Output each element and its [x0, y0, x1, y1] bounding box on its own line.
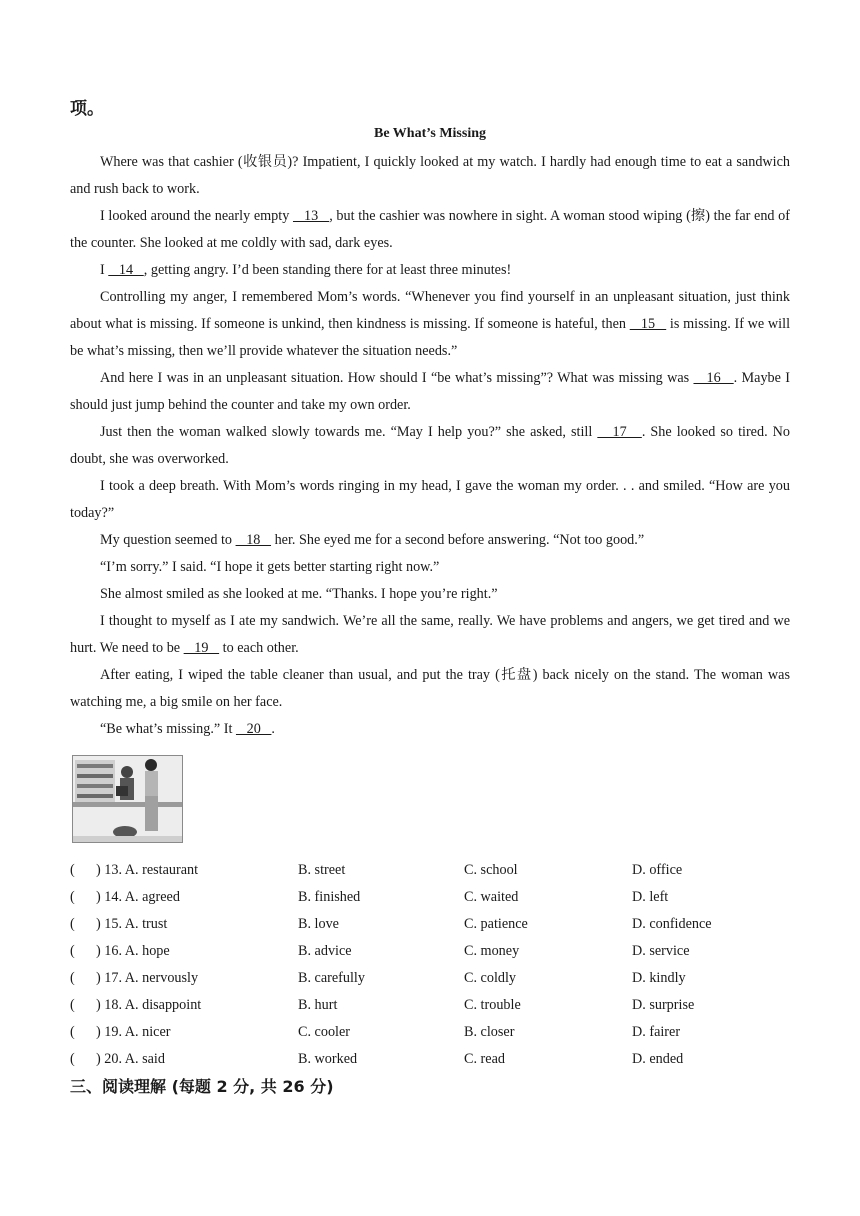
option-d[interactable]: D. surprise	[632, 997, 695, 1013]
option-d[interactable]: D. left	[632, 889, 669, 905]
option-b[interactable]: C. cooler	[298, 1024, 351, 1040]
option-c[interactable]: B. closer	[464, 1024, 515, 1040]
question-number-and-option-a[interactable]: ( ) 16. A. hope	[70, 943, 170, 959]
option-c[interactable]: C. money	[464, 943, 520, 959]
passage-text: And here I was in an unpleasant situation. How should I “be what’s missing”? What was missing was	[100, 370, 694, 386]
passage-paragraph	[70, 527, 790, 554]
option-row	[70, 992, 790, 1019]
section-3-heading: 三、阅读理解 (每题 2 分, 共 26 分)	[70, 1077, 334, 1096]
passage-paragraph	[70, 203, 790, 257]
header-fragment: 项。	[70, 99, 104, 119]
answer-blank[interactable]: 20	[235, 721, 272, 737]
option-b[interactable]: B. hurt	[298, 997, 338, 1013]
option-d[interactable]: D. service	[632, 943, 690, 959]
passage-paragraph	[70, 149, 790, 203]
option-row	[70, 911, 790, 938]
option-b[interactable]: B. carefully	[298, 970, 365, 986]
option-b[interactable]: B. love	[298, 916, 339, 932]
passage-paragraph	[70, 284, 790, 365]
option-row	[70, 938, 790, 965]
answer-blank[interactable]: 17	[597, 424, 642, 440]
passage-paragraph	[70, 257, 790, 284]
option-d[interactable]: D. office	[632, 862, 683, 878]
passage-paragraph	[70, 608, 790, 662]
passage-text: She almost smiled as she looked at me. “Thanks. I hope you’re right.”	[100, 586, 498, 602]
cashier-counter-illustration	[73, 756, 182, 842]
option-row	[70, 884, 790, 911]
passage-text: . Maybe I should just jump behind the counter and take my own order.	[70, 370, 791, 413]
question-number-and-option-a[interactable]: ( ) 15. A. trust	[70, 916, 168, 932]
option-row	[70, 857, 790, 884]
passage-text: .	[271, 721, 275, 737]
passage-paragraph	[70, 581, 790, 608]
option-c[interactable]: C. patience	[464, 916, 528, 932]
passage-paragraph	[70, 419, 790, 473]
option-d[interactable]: D. confidence	[632, 916, 712, 932]
question-number-and-option-a[interactable]: ( ) 20. A. said	[70, 1051, 165, 1067]
option-c[interactable]: C. trouble	[464, 997, 521, 1013]
passage-text: Controlling my anger, I remembered Mom’s words. “Whenever you find yourself in an unpleasant situation, just think about what is missing. If someone is unkind, then kindness is missing. If someone is hateful, then	[70, 289, 790, 332]
option-row	[70, 1019, 790, 1046]
passage-text: her. She eyed me for a second before answering. “Not too good.”	[271, 532, 645, 548]
passage-text: Just then the woman walked slowly towards me. “May I help you?” she asked, still	[100, 424, 598, 440]
answer-blank[interactable]: 16	[693, 370, 734, 386]
passage-body	[70, 149, 790, 743]
answer-blank[interactable]: 18	[235, 532, 272, 548]
option-d[interactable]: D. ended	[632, 1051, 684, 1067]
option-row	[70, 1046, 790, 1073]
question-number-and-option-a[interactable]: ( ) 13. A. restaurant	[70, 862, 199, 878]
question-number-and-option-a[interactable]: ( ) 17. A. nervously	[70, 970, 199, 986]
option-b[interactable]: B. advice	[298, 943, 352, 959]
answer-blank[interactable]: 19	[183, 640, 220, 656]
passage-text: , getting angry. I’d been standing there for at least three minutes!	[143, 262, 512, 278]
passage-text: After eating, I wiped the table cleaner than usual, and put the tray (托盘) back nicely on the stand. The woman was watching me, a big smile on her face.	[70, 667, 790, 710]
option-d[interactable]: D. fairer	[632, 1024, 681, 1040]
passage-paragraph	[70, 473, 790, 527]
option-c[interactable]: C. waited	[464, 889, 519, 905]
passage-text: My question seemed to	[100, 532, 236, 548]
passage-illustration	[72, 755, 183, 843]
passage-paragraph	[70, 554, 790, 581]
passage-paragraph	[70, 662, 790, 716]
question-number-and-option-a[interactable]: ( ) 14. A. agreed	[70, 889, 180, 905]
option-c[interactable]: C. read	[464, 1051, 505, 1067]
question-number-and-option-a[interactable]: ( ) 18. A. disappoint	[70, 997, 202, 1013]
answer-blank[interactable]: 13	[292, 208, 330, 224]
passage-text: I looked around the nearly empty	[100, 208, 293, 224]
passage-text: , but the cashier was nowhere in sight. A woman stood wiping (擦) the far end of the counter. She looked at me coldly with sad, dark eyes.	[70, 208, 790, 251]
option-d[interactable]: D. kindly	[632, 970, 686, 986]
answer-blank[interactable]: 14	[108, 262, 144, 278]
passage-text: “I’m sorry.” I said. “I hope it gets better starting right now.”	[100, 559, 440, 575]
answer-blank[interactable]: 15	[629, 316, 667, 332]
passage-text: . She looked so tired. No doubt, she was overworked.	[70, 424, 790, 467]
option-b[interactable]: B. finished	[298, 889, 361, 905]
passage-title: Be What’s Missing	[373, 126, 486, 141]
passage-paragraph	[70, 716, 790, 743]
answer-options	[70, 857, 790, 1073]
option-b[interactable]: B. worked	[298, 1051, 358, 1067]
passage-text: “Be what’s missing.” It	[100, 721, 236, 737]
passage-text: is missing. If we will be what’s missing, then we’ll provide whatever the situation needs.”	[70, 316, 791, 359]
option-b[interactable]: B. street	[298, 862, 346, 878]
option-c[interactable]: C. school	[464, 862, 518, 878]
passage-text: I	[100, 262, 109, 278]
question-number-and-option-a[interactable]: ( ) 19. A. nicer	[70, 1024, 171, 1040]
passage-text: to each other.	[219, 640, 299, 656]
passage-text: I took a deep breath. With Mom’s words ringing in my head, I gave the woman my order. . . and smiled. “How are you today?”	[70, 478, 790, 521]
passage-text: Where was that cashier (收银员)? Impatient, I quickly looked at my watch. I hardly had enough time to eat a sandwich and rush back to work.	[70, 154, 790, 197]
option-row	[70, 965, 790, 992]
passage-text: I thought to myself as I ate my sandwich. We’re all the same, really. We have problems and angers, we get tired and we hurt. We need to be	[70, 613, 790, 656]
option-c[interactable]: C. coldly	[464, 970, 517, 986]
passage-paragraph	[70, 365, 790, 419]
